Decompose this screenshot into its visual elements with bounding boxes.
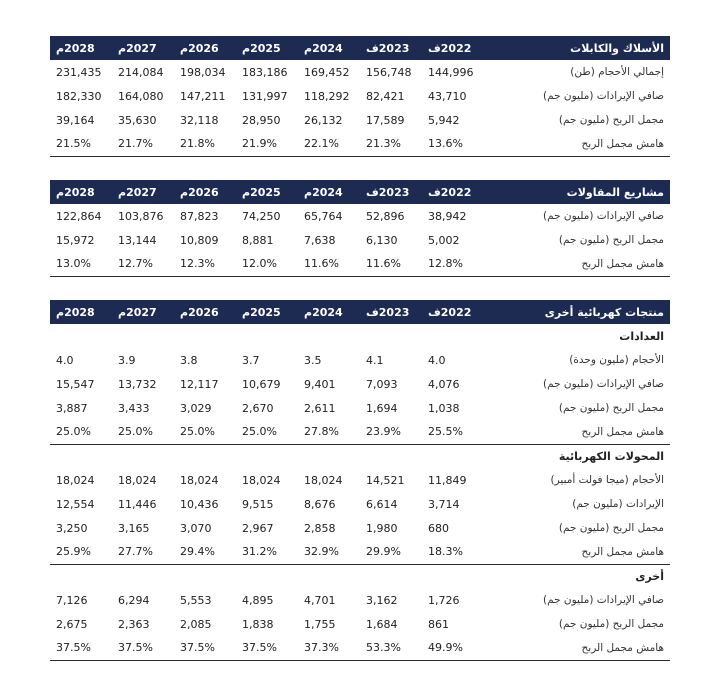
year-header: 2024م xyxy=(304,305,343,319)
table-row xyxy=(50,348,670,372)
row-label: مجمل الربح (مليون جم) xyxy=(558,234,664,246)
value-cell: 3,714 xyxy=(428,497,460,511)
value-cell: 4.1 xyxy=(366,353,384,367)
value-cell: 164,080 xyxy=(118,89,164,103)
value-cell: 11.6% xyxy=(298,252,360,276)
row-label: صافي الإيرادات (مليون جم) xyxy=(543,594,664,606)
other-electrical-products-table xyxy=(50,300,670,661)
value-cell: 4.0 xyxy=(428,353,446,367)
value-cell: 18,024 xyxy=(56,473,95,487)
row-label: هامش مجمل الربح xyxy=(484,132,670,156)
table-row xyxy=(50,588,670,612)
table-row xyxy=(50,372,670,396)
value-cell: 15,972 xyxy=(56,233,95,247)
value-cell: 27.7% xyxy=(112,540,174,564)
value-cell: 3,162 xyxy=(366,593,398,607)
value-cell: 29.9% xyxy=(360,540,422,564)
table-row xyxy=(50,84,670,108)
row-label: مجمل الربح (مليون جم) xyxy=(558,618,664,630)
value-cell: 74,250 xyxy=(242,209,281,223)
value-cell: 10,436 xyxy=(180,497,219,511)
value-cell: 21.7% xyxy=(112,132,174,156)
row-label: صافي الإيرادات (مليون جم) xyxy=(543,90,664,102)
value-cell: 6,614 xyxy=(366,497,398,511)
section-header-row xyxy=(50,36,670,60)
table-row xyxy=(50,396,670,420)
value-cell: 21.5% xyxy=(50,132,112,156)
value-cell: 3,433 xyxy=(118,401,150,415)
value-cell: 7,638 xyxy=(304,233,336,247)
section-title: مشاريع المقاولات xyxy=(566,185,664,199)
value-cell: 1,684 xyxy=(366,617,398,631)
value-cell: 10,679 xyxy=(242,377,281,391)
value-cell: 25.9% xyxy=(50,540,112,564)
value-cell: 5,942 xyxy=(428,113,460,127)
value-cell: 147,211 xyxy=(180,89,226,103)
value-cell: 2,363 xyxy=(118,617,150,631)
table-row xyxy=(50,540,670,564)
row-label: مجمل الربح (مليون جم) xyxy=(558,114,664,126)
row-label: مجمل الربح (مليون جم) xyxy=(558,522,664,534)
value-cell: 37.3% xyxy=(298,636,360,660)
row-label: مجمل الربح (مليون جم) xyxy=(558,402,664,414)
year-header: 2026م xyxy=(180,185,219,199)
value-cell: 3.9 xyxy=(118,353,136,367)
value-cell: 1,755 xyxy=(304,617,336,631)
value-cell: 43,710 xyxy=(428,89,467,103)
row-label: إجمالي الأحجام (طن) xyxy=(570,66,664,78)
value-cell: 4,076 xyxy=(428,377,460,391)
value-cell: 32.9% xyxy=(298,540,360,564)
value-cell: 118,292 xyxy=(304,89,350,103)
year-header: 2026م xyxy=(180,305,219,319)
value-cell: 9,401 xyxy=(304,377,336,391)
table-row xyxy=(50,636,670,660)
value-cell: 10,809 xyxy=(180,233,219,247)
year-header: 2027م xyxy=(118,41,157,55)
value-cell: 3,250 xyxy=(56,521,88,535)
value-cell: 12,117 xyxy=(180,377,219,391)
value-cell: 53.3% xyxy=(360,636,422,660)
row-label: الإيرادات (مليون جم) xyxy=(572,498,664,510)
value-cell: 39,164 xyxy=(56,113,95,127)
value-cell: 4,895 xyxy=(242,593,274,607)
year-header: 2024م xyxy=(304,185,343,199)
value-cell: 87,823 xyxy=(180,209,219,223)
value-cell: 3,029 xyxy=(180,401,212,415)
table-row xyxy=(50,108,670,132)
table-row xyxy=(50,420,670,444)
value-cell: 26,132 xyxy=(304,113,343,127)
section-title: الأسلاك والكابلات xyxy=(570,41,664,55)
value-cell: 4.0 xyxy=(56,353,74,367)
value-cell: 12.0% xyxy=(236,252,298,276)
value-cell: 38,942 xyxy=(428,209,467,223)
value-cell: 21.3% xyxy=(360,132,422,156)
year-header: 2023ف xyxy=(366,305,410,319)
contracting-projects-table xyxy=(50,180,670,277)
value-cell: 37.5% xyxy=(50,636,112,660)
year-header: 2027م xyxy=(118,305,157,319)
year-header: 2025م xyxy=(242,185,281,199)
value-cell: 3,887 xyxy=(56,401,88,415)
year-header: 2028م xyxy=(56,41,95,55)
value-cell: 231,435 xyxy=(56,65,102,79)
value-cell: 25.0% xyxy=(236,420,298,444)
wires-cables-table xyxy=(50,36,670,157)
value-cell: 11.6% xyxy=(360,252,422,276)
value-cell: 18,024 xyxy=(304,473,343,487)
value-cell: 18,024 xyxy=(118,473,157,487)
value-cell: 13.6% xyxy=(422,132,484,156)
value-cell: 12.8% xyxy=(422,252,484,276)
value-cell: 22.1% xyxy=(298,132,360,156)
year-header: 2026م xyxy=(180,41,219,55)
value-cell: 2,858 xyxy=(304,521,336,535)
value-cell: 9,515 xyxy=(242,497,274,511)
value-cell: 183,186 xyxy=(242,65,288,79)
value-cell: 31.2% xyxy=(236,540,298,564)
value-cell: 7,126 xyxy=(56,593,88,607)
value-cell: 131,997 xyxy=(242,89,288,103)
value-cell: 4,701 xyxy=(304,593,336,607)
table-row xyxy=(50,228,670,252)
row-label: صافي الإيرادات (مليون جم) xyxy=(543,378,664,390)
value-cell: 21.9% xyxy=(236,132,298,156)
value-cell: 214,084 xyxy=(118,65,164,79)
value-cell: 5,553 xyxy=(180,593,212,607)
year-header: 2022ف xyxy=(428,41,472,55)
value-cell: 6,294 xyxy=(118,593,150,607)
table-row xyxy=(50,468,670,492)
year-header: 2022ف xyxy=(428,305,472,319)
value-cell: 8,676 xyxy=(304,497,336,511)
value-cell: 25.5% xyxy=(422,420,484,444)
value-cell: 25.0% xyxy=(50,420,112,444)
value-cell: 6,130 xyxy=(366,233,398,247)
section-title: منتجات كهربائية أخرى xyxy=(544,305,664,319)
row-label: هامش مجمل الربح xyxy=(484,252,670,276)
value-cell: 13,144 xyxy=(118,233,157,247)
value-cell: 2,611 xyxy=(304,401,336,415)
value-cell: 49.9% xyxy=(422,636,484,660)
subsection-row xyxy=(50,324,670,348)
value-cell: 13,732 xyxy=(118,377,157,391)
value-cell: 7,093 xyxy=(366,377,398,391)
value-cell: 1,838 xyxy=(242,617,274,631)
value-cell: 182,330 xyxy=(56,89,102,103)
value-cell: 3,070 xyxy=(180,521,212,535)
subsection-title: العدادات xyxy=(619,329,664,343)
value-cell: 11,849 xyxy=(428,473,467,487)
value-cell: 37.5% xyxy=(112,636,174,660)
value-cell: 122,864 xyxy=(56,209,102,223)
row-label: الأحجام (ميجا فولت أمبير) xyxy=(550,474,664,486)
value-cell: 18,024 xyxy=(180,473,219,487)
value-cell: 37.5% xyxy=(236,636,298,660)
value-cell: 5,002 xyxy=(428,233,460,247)
value-cell: 12.3% xyxy=(174,252,236,276)
value-cell: 23.9% xyxy=(360,420,422,444)
table-row xyxy=(50,492,670,516)
value-cell: 144,996 xyxy=(428,65,474,79)
value-cell: 1,694 xyxy=(366,401,398,415)
value-cell: 11,446 xyxy=(118,497,157,511)
value-cell: 2,085 xyxy=(180,617,212,631)
subsection-title: المحولات الكهربائية xyxy=(558,449,664,463)
value-cell: 3.7 xyxy=(242,353,260,367)
row-label: هامش مجمل الربح xyxy=(484,540,670,564)
value-cell: 2,967 xyxy=(242,521,274,535)
value-cell: 25.0% xyxy=(112,420,174,444)
subsection-row xyxy=(50,564,670,588)
value-cell: 861 xyxy=(428,617,449,631)
value-cell: 8,881 xyxy=(242,233,274,247)
year-header: 2028م xyxy=(56,305,95,319)
value-cell: 2,670 xyxy=(242,401,274,415)
value-cell: 12,554 xyxy=(56,497,95,511)
table-row xyxy=(50,60,670,84)
value-cell: 25.0% xyxy=(174,420,236,444)
value-cell: 103,876 xyxy=(118,209,164,223)
section-header-row xyxy=(50,300,670,324)
value-cell: 680 xyxy=(428,521,449,535)
year-header: 2022ف xyxy=(428,185,472,199)
row-label: الأحجام (مليون وحدة) xyxy=(569,354,664,366)
year-header: 2028م xyxy=(56,185,95,199)
subsection-row xyxy=(50,444,670,468)
value-cell: 1,038 xyxy=(428,401,460,415)
section-header-row xyxy=(50,180,670,204)
value-cell: 52,896 xyxy=(366,209,405,223)
value-cell: 65,764 xyxy=(304,209,343,223)
subsection-title: أخرى xyxy=(635,569,664,583)
row-label: هامش مجمل الربح xyxy=(484,636,670,660)
table-row xyxy=(50,132,670,156)
value-cell: 14,521 xyxy=(366,473,405,487)
value-cell: 169,452 xyxy=(304,65,350,79)
value-cell: 37.5% xyxy=(174,636,236,660)
value-cell: 1,726 xyxy=(428,593,460,607)
value-cell: 15,547 xyxy=(56,377,95,391)
value-cell: 35,630 xyxy=(118,113,157,127)
value-cell: 18,024 xyxy=(242,473,281,487)
table-row xyxy=(50,204,670,228)
year-header: 2025م xyxy=(242,41,281,55)
value-cell: 3,165 xyxy=(118,521,150,535)
value-cell: 2,675 xyxy=(56,617,88,631)
value-cell: 82,421 xyxy=(366,89,405,103)
value-cell: 21.8% xyxy=(174,132,236,156)
table-row xyxy=(50,252,670,276)
year-header: 2025م xyxy=(242,305,281,319)
row-label: هامش مجمل الربح xyxy=(484,420,670,444)
table-row xyxy=(50,516,670,540)
table-row xyxy=(50,612,670,636)
value-cell: 12.7% xyxy=(112,252,174,276)
value-cell: 28,950 xyxy=(242,113,281,127)
value-cell: 27.8% xyxy=(298,420,360,444)
year-header: 2024م xyxy=(304,41,343,55)
value-cell: 18.3% xyxy=(422,540,484,564)
year-header: 2023ف xyxy=(366,185,410,199)
value-cell: 1,980 xyxy=(366,521,398,535)
value-cell: 156,748 xyxy=(366,65,412,79)
value-cell: 198,034 xyxy=(180,65,226,79)
year-header: 2027م xyxy=(118,185,157,199)
row-label: صافي الإيرادات (مليون جم) xyxy=(543,210,664,222)
value-cell: 29.4% xyxy=(174,540,236,564)
value-cell: 13.0% xyxy=(50,252,112,276)
year-header: 2023ف xyxy=(366,41,410,55)
value-cell: 32,118 xyxy=(180,113,219,127)
value-cell: 3.5 xyxy=(304,353,322,367)
value-cell: 3.8 xyxy=(180,353,198,367)
value-cell: 17,589 xyxy=(366,113,405,127)
